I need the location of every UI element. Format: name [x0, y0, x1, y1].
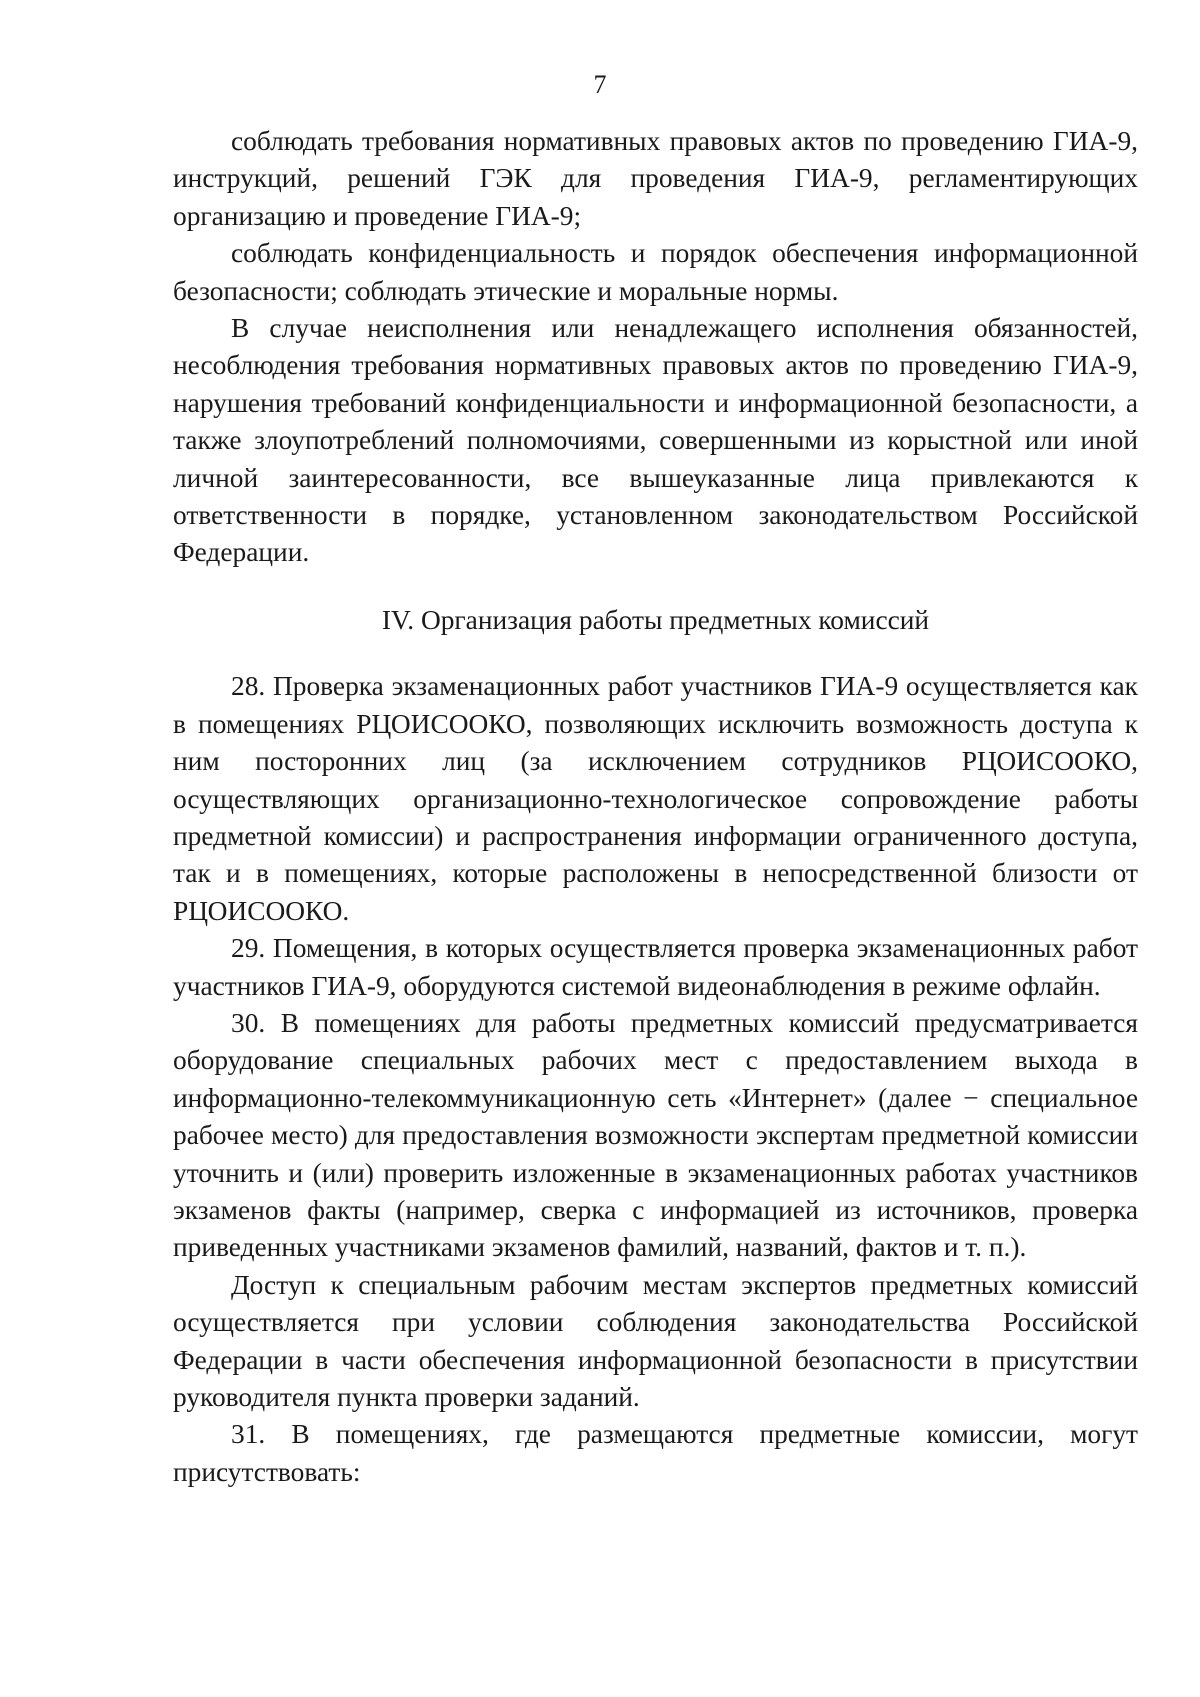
paragraph-access-workstations: Доступ к специальным рабочим местам экспертов предметных комиссий осуществляется при условии соблюдения законодательства Российской Федерации в части обеспечения информационной безопасности в присутствии руководителя пункта проверки заданий. [173, 1269, 1138, 1412]
document-body [173, 123, 1138, 1491]
paragraph-item-30: 30. В помещениях для работы предметных комиссий предусматривается оборудование специальных рабочих мест с предоставлением выхода в информационно-телекоммуникационную сеть «Интернет» (далее − специальное рабочее место) для предоставления возможности экспертам предметной комиссии уточнить и (или) проверить изложенные в экзаменационных работах участников экзаменов факты (например, сверка с информацией из источников, проверка приведенных участниками экзаменов фамилий, названий, фактов и т. п.). [173, 1007, 1138, 1263]
paragraph-obligation-requirements: соблюдать требования нормативных правовых актов по проведению ГИА-9, инструкций, решений ГЭК для проведения ГИА-9, регламентирующих организацию и проведение ГИА-9; [173, 126, 1138, 231]
paragraph-liability: В случае неисполнения или ненадлежащего исполнения обязанностей, несоблюдения требования нормативных правовых актов по проведению ГИА-9, нарушения требований конфиденциальности и информационной безопасности, а также злоупотреблений полномочиями, совершенными из корыстной или иной личной заинтересованности, все вышеуказанные лица привлекаются к ответственности в порядке, установленном законодательством Российской Федерации. [173, 313, 1138, 568]
paragraph-item-29: 29. Помещения, в которых осуществляется проверка экзаменационных работ участников ГИА-9, оборудуются системой видеонаблюдения в режиме офлайн. [173, 933, 1138, 1001]
paragraph-item-31: 31. В помещениях, где размещаются предметные комиссии, могут присутствовать: [173, 1419, 1138, 1487]
paragraph-obligation-confidentiality: соблюдать конфиденциальность и порядок обеспечения информационной безопасности; соблюдать этические и моральные нормы. [173, 238, 1138, 306]
paragraph-item-28: 28. Проверка экзаменационных работ участников ГИА-9 осуществляется как в помещениях РЦОИСООКО, позволяющих исключить возможность доступа к ним посторонних лиц (за исключением сотрудников РЦОИСООКО, осуществляющих организационно-технологическое сопровождение работы предметной комиссии) и распространения информации ограниченного доступа, так и в помещениях, которые расположены в непосредственной близости от РЦОИСООКО. [173, 671, 1138, 926]
page-number: 7 [593, 70, 607, 99]
section-heading: IV. Организация работы предметных комиссий [381, 604, 930, 635]
